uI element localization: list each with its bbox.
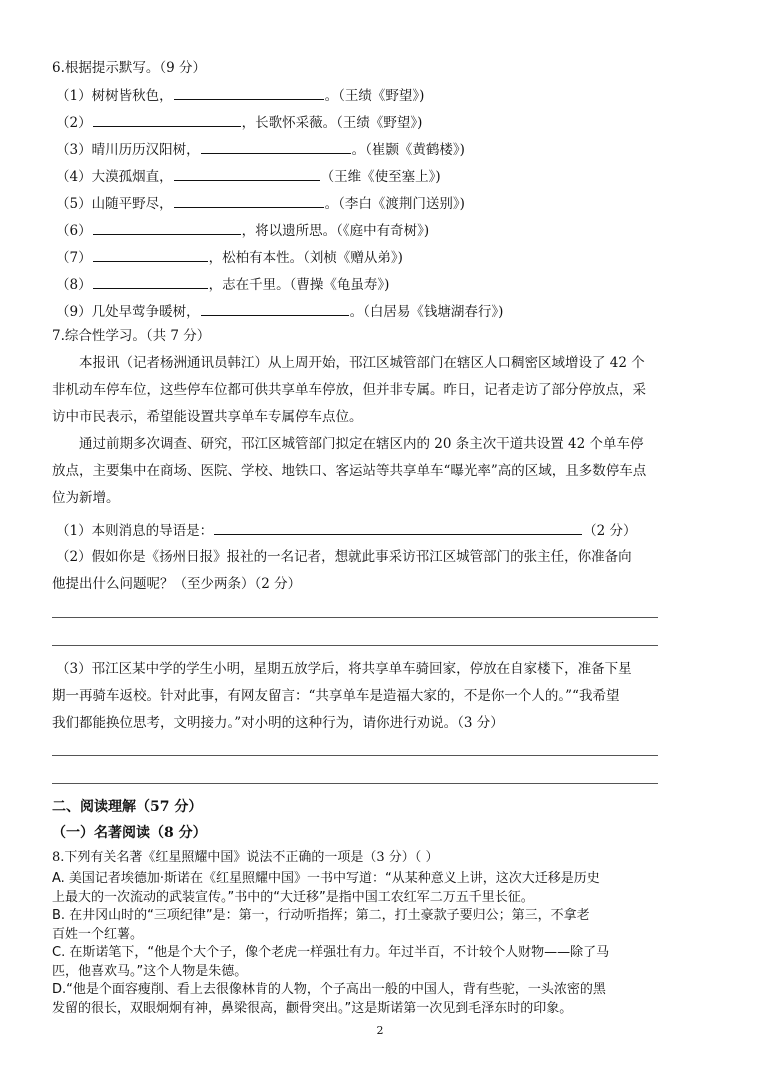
q8-option-a[interactable]: A. 美国记者埃德加·斯诺在《红星照耀中国》一书中写道：“从某种意义上讲，这次大迁移是历史 上最大的一次流动的武装宣传。”书中的“大迁移”是指中国工农红军二万五千里长征。	[52, 871, 600, 905]
page-number: 2	[376, 1024, 384, 1037]
blank-line[interactable]	[201, 139, 351, 154]
blank-line[interactable]	[174, 166, 320, 181]
blank-line[interactable]	[174, 85, 324, 100]
blank-line[interactable]	[93, 274, 208, 289]
q7-sub3-line-2: 期一再骑车返校。针对此事，有网友留言：“共享单车是造福大家的，不是你一个人的。”“我希望	[52, 688, 620, 704]
q6-item-6: （6） ，将以遗所思。（《庭中有奇树》)	[56, 220, 429, 241]
q8-option-b[interactable]: B. 在井冈山时的“三项纪律”是：第一，行动听指挥；第二，打土豪款子要归公；第三，不拿老 百姓一个红薯。	[52, 908, 590, 942]
q6-item-1: （1）树树皆秋色， 。（王绩《野望》)	[56, 85, 424, 106]
answer-line[interactable]	[52, 755, 658, 756]
blank-line[interactable]	[93, 220, 241, 235]
blank-line[interactable]	[93, 112, 241, 127]
answer-line[interactable]	[52, 783, 658, 784]
blank-line[interactable]	[201, 301, 349, 316]
blank-line[interactable]	[174, 193, 324, 208]
q6-item-7: （7） ，松柏有本性。（刘桢《赠从弟》)	[56, 247, 403, 268]
q7-title: 7.综合性学习。（共 7 分）	[52, 328, 211, 344]
q7-sub2-line-2: 他提出什么问题呢？（至少两条）（2 分）	[52, 576, 302, 592]
q7-paragraph-1: 本报讯（记者杨洲通讯员韩江）从上周开始，邗江区城管部门在辖区人口稠密区域增设了 42 个非机动车停车位，这些停车位都可供共享单车停放，但并非专属。昨日，记者走访了部分停放点，采访中市民表示，希望能设置共享单车专属停车点位。	[52, 355, 646, 425]
answer-line[interactable]	[52, 645, 658, 646]
q8-option-d[interactable]: D.“他是个面容瘦削、看上去很像林肯的人物，个子高出一般的中国人，背有些驼，一头浓密的黑 发留的很长，双眼炯炯有神，鼻梁很高，颧骨突出。”这是斯诺第一次见到毛泽东时的印象。	[52, 982, 606, 1016]
q7-sub1: （1）本则消息的导语是： （2 分）	[56, 520, 636, 541]
q6-item-9: （9）几处早莺争暖树， 。（白居易《钱塘湖春行》)	[56, 301, 503, 322]
section-2-subtitle: （一）名著阅读（8 分）	[52, 825, 207, 841]
q8-stem: 8.下列有关名著《红星照耀中国》说法不正确的一项是（3 分）（ ）	[52, 850, 439, 865]
blank-line[interactable]	[214, 520, 582, 535]
section-2-title: 二、阅读理解（57 分）	[52, 799, 203, 815]
q7-paragraph-2: 通过前期多次调查、研究，邗江区城管部门拟定在辖区内的 20 条主次干道共设置 42 个单车停放点，主要集中在商场、医院、学校、地铁口、客运站等共享单车“曝光率”高的区域，且多数停车点位为新增。	[52, 436, 647, 506]
q6-item-4: （4）大漠孤烟直， （王维《使至塞上》)	[56, 166, 441, 187]
q6-item-8: （8） ，志在千里。（曹操《龟虽寿》)	[56, 274, 389, 295]
q8-option-c[interactable]: C. 在斯诺笔下，“他是个大个子，像个老虎一样强壮有力。年过半百，不计较个人财物——除了马 匹，他喜欢马。”这个人物是朱德。	[52, 945, 610, 979]
q7-sub3-line-3: 我们都能换位思考，文明接力。”对小明的这种行为，请你进行劝说。（3 分）	[52, 715, 504, 731]
q6-title: 6.根据提示默写。（9 分）	[52, 60, 207, 76]
q6-item-5: （5）山随平野尽， 。（李白《渡荆门送别》)	[56, 193, 465, 214]
answer-line[interactable]	[52, 617, 658, 618]
q6-item-3: （3）晴川历历汉阳树， 。（崔颢《黄鹤楼》)	[56, 139, 465, 160]
q6-item-2: （2） ，长歌怀采薇。（王绩《野望》)	[56, 112, 422, 133]
q7-sub3-line-1: （3）邗江区某中学的学生小明，星期五放学后，将共享单车骑回家，停放在自家楼下，准备下星	[56, 661, 632, 677]
q7-sub2-line-1: （2）假如你是《扬州日报》报社的一名记者，想就此事采访邗江区城管部门的张主任，你准备向	[56, 549, 632, 565]
blank-line[interactable]	[93, 247, 208, 262]
